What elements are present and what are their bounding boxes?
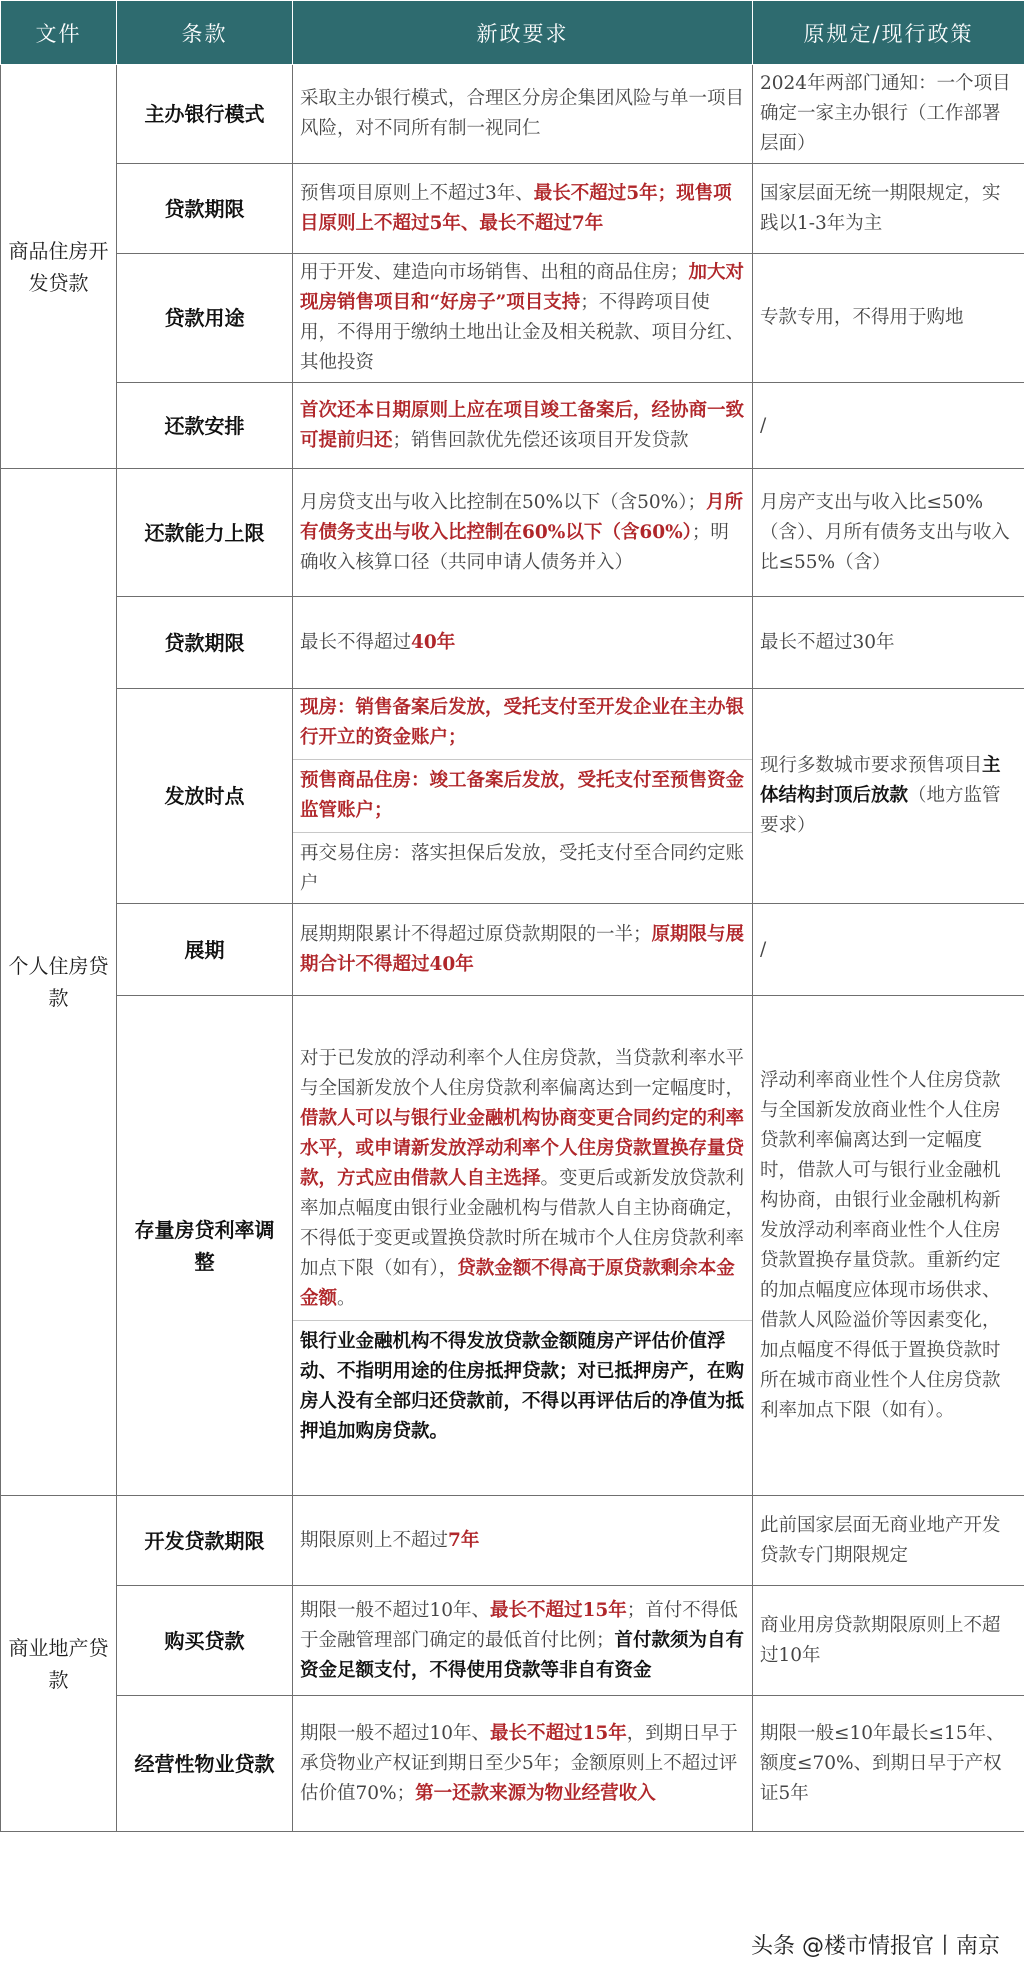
header-row: [1, 1, 1024, 65]
clause-cell: 存量房贷利率调整: [117, 996, 293, 1496]
text-segment: 展期期限累计不得超过原贷款期限的一半；: [300, 923, 652, 945]
text-segment: 用于开发、建造向市场销售、出租的商品住房；: [300, 262, 689, 283]
old-policy-cell: [753, 65, 1024, 164]
table-row: [1, 254, 1024, 383]
clause-cell: 展期: [117, 904, 293, 996]
text-segment: ，到期日早于承贷物业产权证到期日至少5年；金额原则上不超过评估价值70%；: [300, 1722, 738, 1804]
text-segment: 商业用房贷款期限原则上不超过10年: [760, 1614, 1001, 1666]
clause-cell: 开发贷款期限: [117, 1496, 293, 1586]
requirement-paragraph: [300, 1526, 745, 1556]
category-cell: 商品住房开发贷款: [1, 65, 117, 469]
category-cell: 个人住房贷款: [1, 469, 117, 1496]
highlight-text: 第一还款来源为物业经营收入: [415, 1782, 656, 1804]
bold-text: 主体结构封顶后放款: [760, 755, 1001, 806]
text-segment: 期限一般不超过10年、: [300, 1599, 491, 1621]
text-segment: 期限一般≤10年最长≤15年、额度≤70%、到期日早于产权证5年: [760, 1722, 1005, 1804]
watermark: 头条 @楼市情报官丨南京: [745, 1927, 1006, 1962]
requirement-cell: [293, 597, 753, 689]
highlight-text: 7年: [448, 1529, 480, 1551]
clause-cell: 贷款用途: [117, 254, 293, 383]
old-policy-cell: [753, 904, 1024, 996]
header-old-policy: 原规定/现行政策: [753, 1, 1024, 65]
old-policy-cell: [753, 597, 1024, 689]
text-segment: 专款专用，不得用于购地: [760, 307, 964, 328]
bold-text: 首付款须为自有资金足额支付，不得使用贷款等非自有资金: [300, 1629, 745, 1681]
highlight-text: 最长不超过5年；现售项目原则上不超过5年、最长不超过7年: [300, 182, 732, 234]
header-new-requirement: 新政要求: [293, 1, 753, 65]
text-segment: 对于已发放的浮动利率个人住房贷款，当贷款利率水平与全国新发放个人住房贷款利率偏离达到一定幅度时，: [300, 1048, 745, 1099]
text-segment: 2024年两部门通知：一个项目确定一家主办银行（工作部署层面）: [760, 73, 1011, 154]
table-row: [1, 1586, 1024, 1696]
table-row: [1, 164, 1024, 254]
requirement-cell: [293, 164, 753, 254]
requirement-paragraph: [300, 920, 745, 980]
requirement-paragraph: [293, 1320, 752, 1447]
requirement-paragraph: [300, 628, 745, 658]
clause-cell: 购买贷款: [117, 1586, 293, 1696]
table-row: [1, 383, 1024, 469]
clause-cell: 贷款期限: [117, 597, 293, 689]
requirement-paragraph: [300, 84, 745, 144]
table-body: [1, 65, 1024, 1832]
header-clause: 条款: [117, 1, 293, 65]
requirement-cell: [293, 1496, 753, 1586]
clause-cell: 还款安排: [117, 383, 293, 469]
clause-cell: 贷款期限: [117, 164, 293, 254]
old-policy-cell: [753, 254, 1024, 383]
table-row: [1, 1496, 1024, 1586]
requirement-paragraph: [293, 759, 752, 826]
requirement-cell: [293, 469, 753, 597]
text-segment: ；不得跨项目使用，不得用于缴纳土地出让金及相关税款、项目分红、其他投资: [300, 292, 745, 373]
text-segment: （地方监管要求）: [760, 785, 1001, 836]
text-segment: 最长不得超过: [300, 631, 412, 653]
requirement-cell: [293, 1586, 753, 1696]
highlight-text: 借款人可以与银行业金融机构协商变更合同约定的利率水平，或申请新发放浮动利率个人住房贷款置换存量贷款，方式应由借款人自主选择: [300, 1108, 745, 1189]
old-policy-cell: [753, 1586, 1024, 1696]
text-segment: /: [760, 414, 767, 436]
table-row: [1, 597, 1024, 689]
highlight-text: 贷款金额不得高于原贷款剩余本金金额: [300, 1258, 735, 1309]
highlight-text: 最长不超过15年: [490, 1599, 627, 1621]
clause-cell: 还款能力上限: [117, 469, 293, 597]
text-segment: 最长不超过30年: [760, 631, 895, 653]
requirement-paragraph: [300, 258, 745, 378]
highlight-text: 月所有债务支出与收入比控制在60%以下（含60%）: [300, 491, 744, 543]
text-segment: /: [760, 938, 767, 960]
text-segment: ；销售回款优先偿还该项目开发贷款: [392, 429, 689, 451]
text-segment: ；明确收入核算口径（共同申请人债务并入）: [300, 521, 729, 573]
text-segment: 此前国家层面无商业地产开发贷款专门期限规定: [760, 1514, 1001, 1566]
header-file: 文件: [1, 1, 117, 65]
clause-cell: 经营性物业贷款: [117, 1696, 293, 1832]
highlight-text: 现房：销售备案后发放，受托支付至开发企业在主办银行开立的资金账户；: [300, 697, 745, 748]
text-segment: 现行多数城市要求预售项目: [760, 755, 983, 776]
requirement-paragraph: [300, 1596, 745, 1686]
requirement-cell: [293, 383, 753, 469]
old-policy-cell: [753, 689, 1024, 904]
text-segment: 浮动利率商业性个人住房贷款与全国新发放商业性个人住房贷款利率偏离达到一定幅度时，借款人可与银行业金融机构协商，由银行业金融机构新发放浮动利率商业性个人住房贷款置换存量贷款。重新约定的加点幅度应体现市场供求、借款人风险溢价等因素变化，加点幅度不得低于置换贷款时所在城市商业性个人住房贷款利率加点下限（如有）。: [760, 1069, 1001, 1421]
requirement-cell: [293, 65, 753, 164]
requirement-cell: [293, 904, 753, 996]
text-segment: 月房产支出与收入比≤50%（含）、月所有债务支出与收入比≤55%（含）: [760, 491, 1010, 573]
bold-text: 银行业金融机构不得发放贷款金额随房产评估价值浮动、不指明用途的住房抵押贷款；对已抵押房产，在购房人没有全部归还贷款前，不得以再评估后的净值为抵押追加购房贷款。: [300, 1331, 745, 1442]
text-segment: 预售项目原则上不超过3年、: [300, 182, 534, 204]
text-segment: ；首付不得低于金融管理部门确定的最低首付比例；: [300, 1599, 738, 1651]
text-segment: 再交易住房：落实担保后发放，受托支付至合同约定账户: [300, 843, 745, 894]
clause-cell: 发放时点: [117, 689, 293, 904]
highlight-text: 首次还本日期原则上应在项目竣工备案后，经协商一致可提前归还: [300, 399, 745, 451]
requirement-cell: [293, 254, 753, 383]
text-segment: 。变更后或新发放贷款利率加点幅度由银行业金融机构与借款人自主协商确定，不得低于变更或置换贷款时所在城市个人住房贷款利率加点下限（如有），: [300, 1168, 745, 1279]
text-segment: 期限原则上不超过: [300, 1529, 449, 1551]
text-segment: 期限一般不超过10年、: [300, 1722, 491, 1744]
highlight-text: 40年: [411, 631, 456, 653]
requirement-paragraph: [300, 1719, 745, 1809]
old-policy-cell: [753, 1496, 1024, 1586]
requirement-cell: [293, 1696, 753, 1832]
requirement-paragraph: [300, 1044, 745, 1314]
requirement-cell: [293, 996, 753, 1496]
old-policy-cell: [753, 469, 1024, 597]
category-cell: 商业地产贷款: [1, 1496, 117, 1832]
highlight-text: 加大对现房销售项目和“好房子”项目支持: [300, 262, 745, 313]
old-policy-cell: [753, 164, 1024, 254]
highlight-text: 预售商品住房：竣工备案后发放，受托支付至预售资金监管账户；: [300, 770, 745, 821]
text-segment: 国家层面无统一期限规定，实践以1-3年为主: [760, 182, 1001, 234]
requirement-paragraph: [293, 832, 752, 899]
requirement-paragraph: [300, 396, 745, 456]
text-segment: 采取主办银行模式，合理区分房企集团风险与单一项目风险，对不同所有制一视同仁: [300, 88, 745, 139]
table-row: [1, 904, 1024, 996]
old-policy-cell: [753, 383, 1024, 469]
table-row: [1, 469, 1024, 597]
table-row: [1, 689, 1024, 904]
old-policy-cell: [753, 996, 1024, 1496]
highlight-text: 原期限与展期合计不得超过40年: [300, 923, 745, 975]
requirement-paragraph: [300, 179, 745, 239]
clause-cell: 主办银行模式: [117, 65, 293, 164]
old-policy-cell: [753, 1696, 1024, 1832]
requirement-cell: [293, 689, 753, 904]
text-segment: 。: [337, 1288, 356, 1309]
requirement-paragraph: [300, 488, 745, 578]
requirement-paragraph: [300, 693, 745, 753]
table-row: [1, 1696, 1024, 1832]
table-row: [1, 996, 1024, 1496]
highlight-text: 最长不超过15年: [490, 1722, 627, 1744]
text-segment: 月房贷支出与收入比控制在50%以下（含50%）；: [300, 491, 706, 513]
table-row: [1, 65, 1024, 164]
